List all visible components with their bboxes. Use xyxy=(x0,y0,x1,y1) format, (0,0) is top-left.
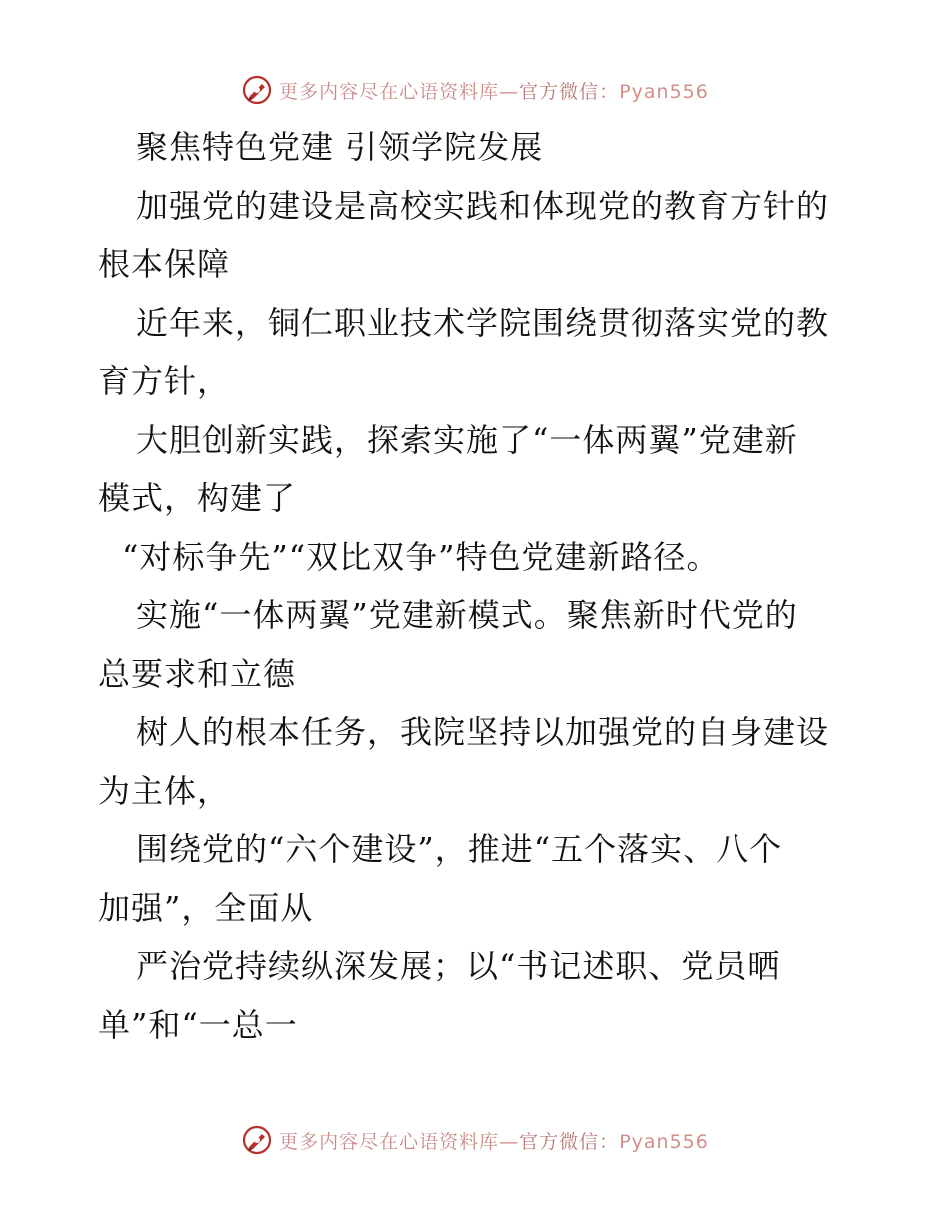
watermark-wechat-label: 官方微信： xyxy=(519,1130,620,1153)
paragraph-line: 严治党持续纵深发展；以“书记述职、党员晒 xyxy=(136,947,781,985)
paragraph-line: 加强”，全面从 xyxy=(98,888,314,927)
paragraph-line: 加强党的建设是高校实践和体现党的教育方针的 xyxy=(136,186,830,225)
paragraph-line: 根本保障 xyxy=(98,245,231,283)
paragraph-line: 实施“一体两翼”党建新模式。聚焦新时代党的 xyxy=(136,596,798,634)
pen-seal-icon xyxy=(241,74,273,106)
header-watermark xyxy=(0,70,950,110)
paragraph-line: 近年来，铜仁职业技术学院围绕贯彻落实党的教 xyxy=(136,303,830,342)
watermark-separator: — xyxy=(499,80,520,103)
footer-watermark xyxy=(0,1120,950,1160)
paragraph-line: 育方针， xyxy=(98,362,231,400)
paragraph-line: 总要求和立德 xyxy=(98,654,297,693)
paragraph-line: 模式，构建了 xyxy=(98,479,297,517)
document-body xyxy=(98,118,858,1054)
watermark-wechat-label: 官方微信： xyxy=(519,80,620,103)
watermark-text: 更多内容尽在心语资料库 xyxy=(279,1130,500,1153)
pen-seal-icon xyxy=(241,1124,273,1156)
watermark-separator: — xyxy=(499,1130,520,1153)
paragraph-line: 大胆创新实践，探索实施了“一体两翼”党建新 xyxy=(136,420,798,459)
watermark-handle: Pyan556 xyxy=(619,1130,709,1153)
watermark-text: 更多内容尽在心语资料库 xyxy=(279,80,500,103)
watermark-handle: Pyan556 xyxy=(619,80,709,103)
paragraph-line: 为主体， xyxy=(98,771,231,810)
paragraph-line: 围绕党的“六个建设”，推进“五个落实、八个 xyxy=(136,830,783,868)
paragraph-line: 树人的根本任务，我院坚持以加强党的自身建设 xyxy=(136,713,830,751)
document-title: 聚焦特色党建 引领学院发展 xyxy=(136,128,544,166)
paragraph-line: 单”和“一总一 xyxy=(98,1005,298,1044)
paragraph-line: “对标争先”“双比双争”特色党建新路径。 xyxy=(122,537,720,576)
